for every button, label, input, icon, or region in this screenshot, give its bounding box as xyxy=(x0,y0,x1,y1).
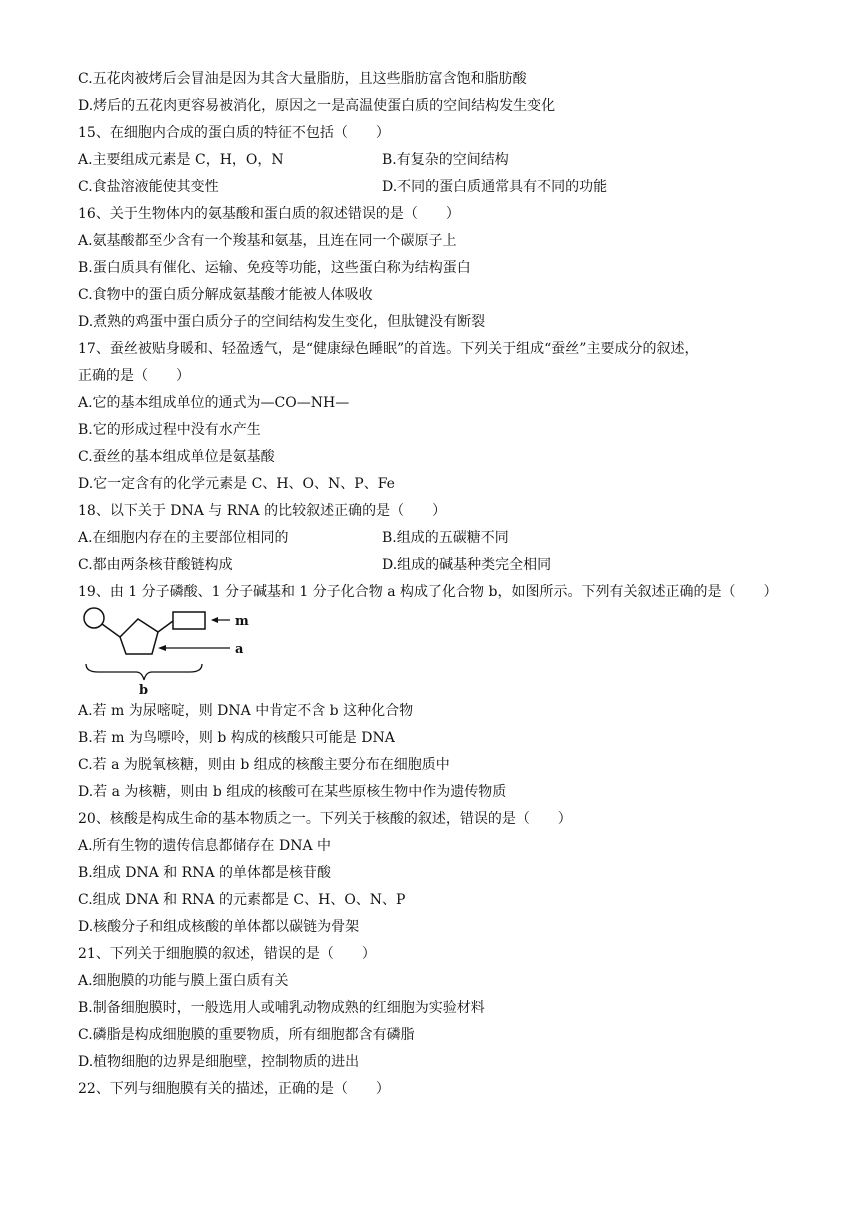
question-21: 21、下列关于细胞膜的叙述，错误的是（ ） xyxy=(78,946,376,962)
question-17-continued: 正确的是（ ） xyxy=(78,368,190,384)
option-c-q20: C.组成 DNA 和 RNA 的元素都是 C、H、O、N、P xyxy=(78,892,406,908)
label-a: a xyxy=(235,642,244,657)
option-a-q17: A.它的基本组成单位的通式为—CO—NH— xyxy=(78,395,350,411)
option-d-q19: D.若 a 为核糖，则由 b 组成的核酸可在某些原核生物中作为遗传物质 xyxy=(78,784,507,800)
option-c-q21: C.磷脂是构成细胞膜的重要物质，所有细胞都含有磷脂 xyxy=(78,1027,415,1043)
option-b-q18: B.组成的五碳糖不同 xyxy=(382,530,509,546)
brace-b xyxy=(86,664,202,680)
option-b-q21: B.制备细胞膜时，一般选用人或哺乳动物成熟的红细胞为实验材料 xyxy=(78,1000,485,1016)
question-20: 20、核酸是构成生命的基本物质之一。下列关于核酸的叙述，错误的是（ ） xyxy=(78,811,572,827)
question-17: 17、蚕丝被贴身暖和、轻盈透气，是“健康绿色睡眠”的首选。下列关于组成“蚕丝”主要成分的叙述， xyxy=(78,341,699,357)
option-c-q14: C.五花肉被烤后会冒油是因为其含大量脂肪，且这些脂肪富含饱和脂肪酸 xyxy=(78,71,527,87)
label-m: m xyxy=(235,614,249,629)
question-18: 18、以下关于 DNA 与 RNA 的比较叙述正确的是（ ） xyxy=(78,503,447,519)
option-a-q19: A.若 m 为尿嘧啶，则 DNA 中肯定不含 b 这种化合物 xyxy=(78,703,414,719)
option-c-q18: C.都由两条核苷酸链构成 xyxy=(78,557,233,573)
option-c-q17: C.蚕丝的基本组成单位是氨基酸 xyxy=(78,449,275,465)
option-c-q19: C.若 a 为脱氧核糖，则由 b 组成的核酸主要分布在细胞质中 xyxy=(78,757,450,773)
option-b-q20: B.组成 DNA 和 RNA 的单体都是核苷酸 xyxy=(78,865,332,881)
question-19: 19、由 1 分子磷酸、1 分子碱基和 1 分子化合物 a 构成了化合物 b，如图所示。下列有关叙述正确的是（ ） xyxy=(78,584,778,600)
option-a-q20: A.所有生物的遗传信息都储存在 DNA 中 xyxy=(78,838,332,854)
option-d-q20: D.核酸分子和组成核酸的单体都以碳链为骨架 xyxy=(78,919,360,935)
option-d-q14: D.烤后的五花肉更容易被消化，原因之一是高温使蛋白质的空间结构发生变化 xyxy=(78,98,556,114)
phosphate-sugar-bond xyxy=(102,624,120,637)
option-a-q18: A.在细胞内存在的主要部位相同的 xyxy=(78,530,289,546)
option-d-q16: D.煮熟的鸡蛋中蛋白质分子的空间结构发生变化，但肽键没有断裂 xyxy=(78,314,486,330)
question-16: 16、关于生物体内的氨基酸和蛋白质的叙述错误的是（ ） xyxy=(78,206,460,222)
arrow-m-head xyxy=(211,617,218,623)
option-d-q21: D.植物细胞的边界是细胞壁，控制物质的进出 xyxy=(78,1054,360,1070)
option-b-q19: B.若 m 为鸟嘌呤，则 b 构成的核酸只可能是 DNA xyxy=(78,730,395,746)
option-c-q15: C.食盐溶液能使其变性 xyxy=(78,179,219,195)
option-b-q16: B.蛋白质具有催化、运输、免疫等功能，这些蛋白称为结构蛋白 xyxy=(78,260,471,276)
arrow-a-head xyxy=(158,645,166,651)
base-rectangle xyxy=(173,612,205,629)
phosphate-circle xyxy=(84,608,104,628)
label-b: b xyxy=(139,683,149,696)
option-a-q21: A.细胞膜的功能与膜上蛋白质有关 xyxy=(78,973,289,989)
option-d-q15: D.不同的蛋白质通常具有不同的功能 xyxy=(382,179,608,195)
option-d-q17: D.它一定含有的化学元素是 C、H、O、N、P、Fe xyxy=(78,476,395,492)
nucleotide-diagram xyxy=(78,604,268,696)
option-b-q15: B.有复杂的空间结构 xyxy=(382,152,509,168)
option-d-q18: D.组成的碱基种类完全相同 xyxy=(382,557,552,573)
question-22: 22、下列与细胞膜有关的描述，正确的是（ ） xyxy=(78,1081,390,1097)
pentose-sugar xyxy=(120,619,158,654)
option-a-q15: A.主要组成元素是 C，H，O，N xyxy=(78,152,284,168)
option-b-q17: B.它的形成过程中没有水产生 xyxy=(78,422,261,438)
option-c-q16: C.食物中的蛋白质分解成氨基酸才能被人体吸收 xyxy=(78,287,373,303)
question-15: 15、在细胞内合成的蛋白质的特征不包括（ ） xyxy=(78,125,390,141)
option-a-q16: A.氨基酸都至少含有一个羧基和氨基，且连在同一个碳原子上 xyxy=(78,233,457,249)
sugar-base-bond xyxy=(158,621,173,632)
